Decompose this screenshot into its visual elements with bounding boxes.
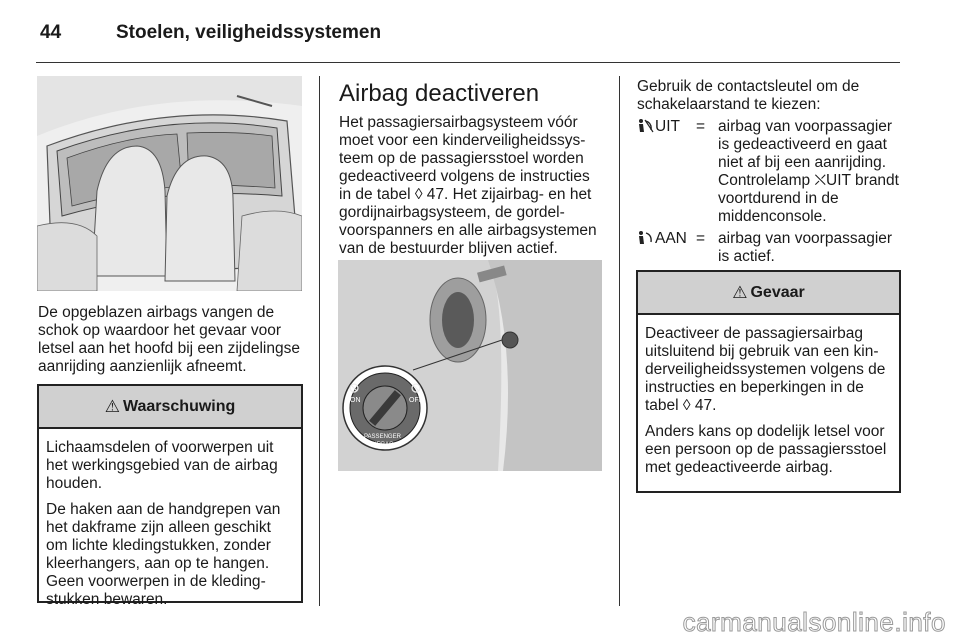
warning-box [37,384,303,608]
danger-box-body [638,315,899,491]
danger-title: Gevaar [750,283,805,301]
header-rule [36,62,900,63]
switch-airbag-label: AIRBAG [371,442,394,448]
page-header [40,22,381,44]
warning-box-header [39,386,301,429]
term-uit-label: UIT [655,118,680,135]
airbag-switch-drawing [338,260,602,471]
section-heading: Airbag deactiveren [339,80,540,107]
warning-triangle-icon: ⚠ [104,396,120,416]
warning-box-body [39,429,301,623]
term-aan-label: AAN [655,230,687,247]
airbag-switch-photo [338,260,602,471]
equals-sign: = [696,118,706,135]
desc-aan: airbag van voorpassagier is actief. [718,230,893,265]
page-number: 44 [40,22,62,43]
warning-triangle-icon: ⚠ [732,282,748,302]
warning-paragraph-2: De haken aan de handgrepen van het dakframe zijn alleen geschikt om lichte kledingstukken, zonder kleerhangers, aan op te hangen. Geen voorwerpen in de kledingstukken bewaren. [46,501,281,608]
term-uit [637,118,696,226]
airbag-drawing [37,76,302,291]
list-item-uit [637,118,901,226]
column-divider-left [319,76,320,606]
middle-body-text: Het passagiersairbagsysteem vóór moet voor een kinderveiligheidssysteem op de passagiersstoel worden gedeactiveerd volgens de instructies in de tabel ◊ 47. Het zijairbag- en het gordijnairbagsysteem, de gordelvoorspanners en alle airbagsystemen van de bestuurder blijven actief. [339,114,597,257]
switch-on-label: ON [350,397,361,404]
watermark: carmanualsonline.info [682,607,946,637]
caption-text: De opgeblazen airbags vangen de schok op waardoor het gevaar voor letsel aan het hoofd bij een zijdelingse aanrijding aanzienlijk afneemt. [38,304,300,375]
danger-paragraph-1: Deactiveer de passagiersairbag uitsluitend bij gebruik van een kinderveiligheidssystemen volgens de instructies en beperkingen in de tabel ◊ 47. [645,325,886,414]
page-title: Stoelen, veiligheidssystemen [116,22,382,43]
warning-paragraph-1: Lichaamsdelen of voorwerpen uit het werkingsgebied van de airbag houden. [46,439,278,492]
middle-column [339,80,605,258]
airbag-off-icon [637,118,655,134]
term-aan [637,230,696,266]
right-intro: Gebruik de contactsleutel om de schakelaarstand te kiezen: [637,78,860,113]
list-item-aan [637,230,901,266]
danger-box-header [638,272,899,315]
danger-paragraph-2: Anders kans op dodelijk letsel voor een persoon op de passagiersstoel met gedeactiveerde airbag. [645,423,887,476]
switch-position-list [637,118,901,266]
column-divider-right [619,76,620,606]
switch-passenger-label: PASSENGER [364,434,401,440]
desc-uit: airbag van voorpassagier is gedeactiveerd en gaat niet af bij een aanrijding. Controlelamp ⛌UIT brandt voortdurend in de middenconsole. [718,118,899,225]
equals-sign: = [696,230,706,247]
danger-box [636,270,901,493]
airbag-illustration [37,76,302,291]
switch-off-label: OFF [409,397,423,404]
warning-title: Waarschuwing [122,397,236,415]
airbag-on-icon [637,230,655,246]
